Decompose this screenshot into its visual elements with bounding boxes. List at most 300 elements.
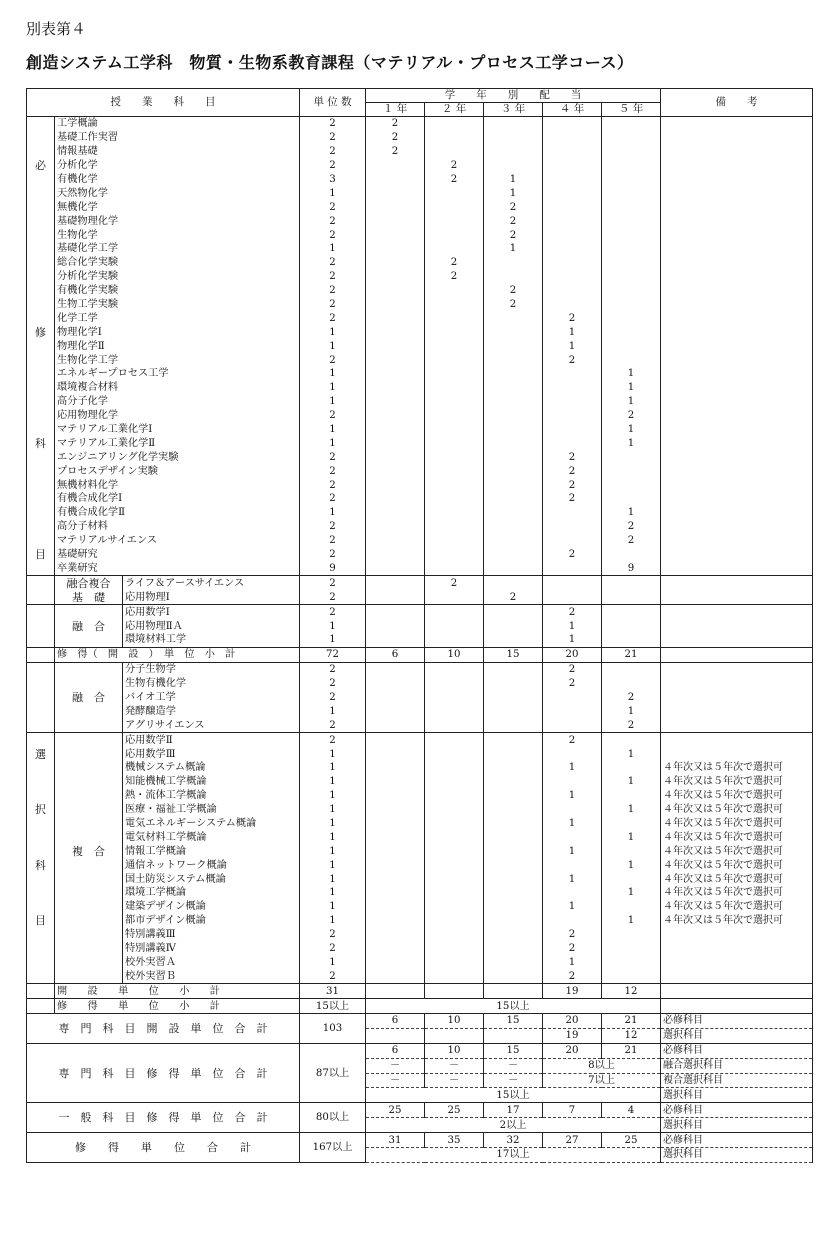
year-2-units xyxy=(425,955,484,969)
subject-note xyxy=(661,395,813,409)
required-subtotal-label: 修 得（ 開 設 ） 単 位 小 計 xyxy=(55,647,300,662)
year-3-units xyxy=(484,145,543,159)
year-5-units xyxy=(602,789,661,803)
subject-units: 2 xyxy=(300,733,366,747)
subject-note xyxy=(661,339,813,353)
subject-name: 生物有機化学 xyxy=(123,677,300,691)
elective-fusion-label: 融 合 xyxy=(55,691,123,705)
elective-category-cell xyxy=(27,984,55,999)
general_acquire-row2_span: 2以上 xyxy=(366,1118,661,1133)
year-2-units xyxy=(425,718,484,732)
composite-label xyxy=(55,900,123,914)
general_acquire-row xyxy=(27,1103,813,1118)
year-1-units xyxy=(366,186,425,200)
subject-units: 2 xyxy=(300,464,366,478)
subject-note xyxy=(661,492,813,506)
composite-label xyxy=(55,761,123,775)
year-2-units xyxy=(425,228,484,242)
subject-units: 1 xyxy=(300,242,366,256)
year-4-units xyxy=(543,747,602,761)
subtotal-year-1: 6 xyxy=(366,647,425,662)
required-category-cell xyxy=(27,256,55,270)
composite-label xyxy=(55,830,123,844)
year-3-units xyxy=(484,662,543,676)
subject-note xyxy=(661,284,813,298)
year-5-units xyxy=(602,311,661,325)
year-3-units: 1 xyxy=(484,242,543,256)
year-3-units xyxy=(484,270,543,284)
elective-category-cell xyxy=(27,677,55,691)
year-3-units: 2 xyxy=(484,298,543,312)
subject-row xyxy=(27,117,813,131)
specialty_acquire-row1-year-3: 15 xyxy=(484,1043,543,1058)
year-1-units xyxy=(366,619,425,633)
year-1-units xyxy=(366,325,425,339)
year-4-units: 1 xyxy=(543,872,602,886)
specialty_open-row1-year-2: 10 xyxy=(425,1014,484,1029)
subject-name: 応用数学Ⅰ xyxy=(123,605,300,619)
subject-row xyxy=(27,131,813,145)
year-5-units: 2 xyxy=(602,534,661,548)
subject-note: ４年次又は５年次で選択可 xyxy=(661,761,813,775)
year-3-units xyxy=(484,548,543,562)
year-3-units xyxy=(484,633,543,647)
year-4-units: 2 xyxy=(543,492,602,506)
subject-units: 2 xyxy=(300,270,366,284)
year-2-units xyxy=(425,942,484,956)
year-2-units xyxy=(425,492,484,506)
subject-units: 1 xyxy=(300,381,366,395)
composite-label xyxy=(55,955,123,969)
subject-note: ４年次又は５年次で選択可 xyxy=(661,858,813,872)
subject-units: 1 xyxy=(300,436,366,450)
year-4-units xyxy=(543,395,602,409)
year-4-units xyxy=(543,284,602,298)
subject-units: 1 xyxy=(300,900,366,914)
subject-name: 無機化学 xyxy=(55,200,300,214)
composite-label xyxy=(55,858,123,872)
year-5-units: 1 xyxy=(602,747,661,761)
specialty_acquire-note: 必修科目 xyxy=(661,1043,813,1058)
year-2-units xyxy=(425,548,484,562)
subject-units: 2 xyxy=(300,662,366,676)
year-5-units xyxy=(602,844,661,858)
subject-row xyxy=(27,159,813,173)
required-category-cell xyxy=(27,423,55,437)
composite-label xyxy=(55,775,123,789)
year-4-units: 2 xyxy=(543,677,602,691)
year-2-units: 2 xyxy=(425,270,484,284)
year-4-units xyxy=(543,914,602,928)
subject-row xyxy=(27,450,813,464)
required-category-cell xyxy=(27,214,55,228)
subject-name: 応用数学Ⅱ xyxy=(123,733,300,747)
subject-row xyxy=(27,298,813,312)
year-1-units xyxy=(366,803,425,817)
subject-name: 有機合成化学Ⅱ xyxy=(55,506,300,520)
year-2-units xyxy=(425,817,484,831)
year-5-units xyxy=(602,242,661,256)
subject-note xyxy=(661,186,813,200)
required-category-cell xyxy=(27,478,55,492)
subject-units: 1 xyxy=(300,789,366,803)
subject-row xyxy=(27,775,813,789)
year-2-units xyxy=(425,464,484,478)
header-year-1: １ 年 xyxy=(366,103,425,117)
year-5-units: 2 xyxy=(602,409,661,423)
year-1-units xyxy=(366,872,425,886)
open-year-2 xyxy=(425,984,484,999)
required-category-cell xyxy=(27,270,55,284)
year-5-units: 1 xyxy=(602,830,661,844)
subject-row xyxy=(27,969,813,983)
subject-name: 応用数学Ⅲ xyxy=(123,747,300,761)
subject-row xyxy=(27,506,813,520)
subject-note xyxy=(661,450,813,464)
subject-name: エンジニアリング化学実験 xyxy=(55,450,300,464)
specialty_acquire-units: 87以上 xyxy=(300,1043,366,1103)
header-grade-group: 学 年 別 配 当 xyxy=(366,89,661,103)
subject-units: 2 xyxy=(300,214,366,228)
subject-units: 2 xyxy=(300,200,366,214)
document-reference: 別表第４ xyxy=(26,20,87,38)
year-3-units xyxy=(484,131,543,145)
specialty_open-row1-year-5: 21 xyxy=(602,1014,661,1029)
specialty_acquire-note: 複合選択科目 xyxy=(661,1073,813,1088)
year-1-units: 2 xyxy=(366,117,425,131)
subject-units: 2 xyxy=(300,159,366,173)
subject-row xyxy=(27,691,813,705)
subject-row xyxy=(27,423,813,437)
elective-category-cell xyxy=(27,872,55,886)
year-3-units xyxy=(484,733,543,747)
year-1-units xyxy=(366,200,425,214)
year-1-units xyxy=(366,534,425,548)
required-category-cell xyxy=(27,605,55,619)
elective-category-cell xyxy=(27,928,55,942)
elective-category-cell xyxy=(27,955,55,969)
composite-label xyxy=(55,886,123,900)
subject-note xyxy=(661,955,813,969)
year-5-units xyxy=(602,817,661,831)
year-5-units xyxy=(602,969,661,983)
subject-note xyxy=(661,691,813,705)
year-3-units xyxy=(484,900,543,914)
subject-name: 電気材料工学概論 xyxy=(123,830,300,844)
composite-label xyxy=(55,942,123,956)
year-2-units xyxy=(425,436,484,450)
subject-units: 1 xyxy=(300,367,366,381)
year-4-units xyxy=(543,381,602,395)
open-year-4: 19 xyxy=(543,984,602,999)
subject-units: 2 xyxy=(300,256,366,270)
subject-row xyxy=(27,576,813,590)
year-4-units xyxy=(543,173,602,187)
year-4-units xyxy=(543,145,602,159)
subject-units: 2 xyxy=(300,928,366,942)
subject-row xyxy=(27,270,813,284)
subject-note xyxy=(661,173,813,187)
year-3-units xyxy=(484,534,543,548)
subject-row xyxy=(27,858,813,872)
year-5-units xyxy=(602,339,661,353)
year-2-units xyxy=(425,969,484,983)
year-1-units xyxy=(366,492,425,506)
subject-name: 応用物理ⅡＡ xyxy=(123,619,300,633)
year-5-units xyxy=(602,464,661,478)
open-year-3 xyxy=(484,984,543,999)
year-3-units xyxy=(484,423,543,437)
subject-note xyxy=(661,464,813,478)
subject-name: アグリサイエンス xyxy=(123,718,300,732)
subject-note xyxy=(661,242,813,256)
subject-row xyxy=(27,534,813,548)
fusion-label xyxy=(55,605,123,619)
year-4-units xyxy=(543,423,602,437)
required-category-cell xyxy=(27,520,55,534)
subject-row xyxy=(27,409,813,423)
subject-name: プロセスデザイン実験 xyxy=(55,464,300,478)
year-5-units: 1 xyxy=(602,423,661,437)
year-1-units xyxy=(366,704,425,718)
year-3-units xyxy=(484,817,543,831)
year-2-units xyxy=(425,830,484,844)
subject-note xyxy=(661,928,813,942)
subject-note xyxy=(661,131,813,145)
subject-note xyxy=(661,214,813,228)
year-3-units xyxy=(484,718,543,732)
subject-note: ４年次又は５年次で選択可 xyxy=(661,914,813,928)
subject-row xyxy=(27,464,813,478)
subject-units: 2 xyxy=(300,478,366,492)
subject-row xyxy=(27,955,813,969)
year-1-units xyxy=(366,409,425,423)
year-3-units xyxy=(484,325,543,339)
specialty_acquire-row4_span: 15以上 xyxy=(366,1088,661,1103)
year-1-units xyxy=(366,339,425,353)
year-5-units: 1 xyxy=(602,914,661,928)
elective-category-cell xyxy=(27,775,55,789)
year-3-units xyxy=(484,395,543,409)
year-4-units xyxy=(543,117,602,131)
grand-row2_span: 17以上 xyxy=(366,1148,661,1163)
year-1-units xyxy=(366,733,425,747)
elective-acquire-subtotal-units: 15以上 xyxy=(300,999,366,1014)
year-5-units xyxy=(602,733,661,747)
general_acquire-row1-year-2: 25 xyxy=(425,1103,484,1118)
year-4-units: 2 xyxy=(543,662,602,676)
elective-category-cell xyxy=(27,817,55,831)
subject-units: 1 xyxy=(300,423,366,437)
subject-row xyxy=(27,200,813,214)
year-1-units xyxy=(366,159,425,173)
year-3-units xyxy=(484,506,543,520)
year-5-units xyxy=(602,131,661,145)
subject-row xyxy=(27,942,813,956)
year-1-units xyxy=(366,478,425,492)
specialty_acquire-note: 融合選択科目 xyxy=(661,1058,813,1073)
subject-units: 2 xyxy=(300,117,366,131)
elective-acquire-span: 15以上 xyxy=(366,999,661,1014)
year-5-units xyxy=(602,214,661,228)
year-2-units xyxy=(425,520,484,534)
open-year-1 xyxy=(366,984,425,999)
year-1-units xyxy=(366,914,425,928)
composite-label xyxy=(55,733,123,747)
year-4-units xyxy=(543,228,602,242)
year-2-units xyxy=(425,562,484,576)
subject-name: 校外実習Ａ xyxy=(123,955,300,969)
year-4-units xyxy=(543,520,602,534)
subject-name: 有機合成化学Ⅰ xyxy=(55,492,300,506)
year-5-units xyxy=(602,761,661,775)
subject-note xyxy=(661,145,813,159)
year-4-units xyxy=(543,214,602,228)
subject-units: 2 xyxy=(300,691,366,705)
year-1-units xyxy=(366,353,425,367)
year-5-units: 1 xyxy=(602,395,661,409)
year-4-units: 1 xyxy=(543,325,602,339)
subject-name: マテリアルサイエンス xyxy=(55,534,300,548)
year-2-units xyxy=(425,633,484,647)
subject-row xyxy=(27,830,813,844)
subject-units: 1 xyxy=(300,633,366,647)
subject-units: 2 xyxy=(300,284,366,298)
year-3-units: 1 xyxy=(484,186,543,200)
elective-category-cell xyxy=(27,999,55,1014)
composite-label xyxy=(55,817,123,831)
subject-name: 都市デザイン概論 xyxy=(123,914,300,928)
general_acquire-row1-year-3: 17 xyxy=(484,1103,543,1118)
header-year-2: ２ 年 xyxy=(425,103,484,117)
year-1-units xyxy=(366,718,425,732)
year-4-units xyxy=(543,858,602,872)
year-5-units xyxy=(602,590,661,604)
subject-row xyxy=(27,605,813,619)
required-category-cell: 目 xyxy=(27,548,55,562)
subject-name: 応用物理化学 xyxy=(55,409,300,423)
year-4-units xyxy=(543,409,602,423)
year-4-units: 2 xyxy=(543,478,602,492)
subject-name: 電気エネルギーシステム概論 xyxy=(123,817,300,831)
specialty_acquire-row3-year-3: － xyxy=(484,1073,543,1088)
elective-category-cell xyxy=(27,789,55,803)
subject-row xyxy=(27,633,813,647)
subject-name: 高分子化学 xyxy=(55,395,300,409)
fusion-basic-label: 基 礎 xyxy=(55,590,123,604)
year-2-units xyxy=(425,131,484,145)
subject-note: ４年次又は５年次で選択可 xyxy=(661,872,813,886)
year-1-units xyxy=(366,817,425,831)
header-row xyxy=(27,89,813,103)
year-3-units xyxy=(484,492,543,506)
subject-units: 1 xyxy=(300,872,366,886)
year-5-units xyxy=(602,619,661,633)
elective-category-cell xyxy=(27,900,55,914)
year-3-units xyxy=(484,677,543,691)
general_acquire-label: 一 般 科 目 修 得 単 位 合 計 xyxy=(27,1103,300,1133)
year-2-units xyxy=(425,117,484,131)
subject-row xyxy=(27,214,813,228)
subject-row xyxy=(27,367,813,381)
specialty_acquire-row2-year-2: － xyxy=(425,1058,484,1073)
specialty_open-row2-year-4: 19 xyxy=(543,1028,602,1043)
year-2-units xyxy=(425,858,484,872)
year-5-units xyxy=(602,353,661,367)
year-5-units: 1 xyxy=(602,436,661,450)
required-category-cell xyxy=(27,395,55,409)
year-3-units xyxy=(484,955,543,969)
year-5-units: 1 xyxy=(602,886,661,900)
year-4-units xyxy=(543,131,602,145)
subject-units: 2 xyxy=(300,718,366,732)
elective-fusion-label xyxy=(55,718,123,732)
specialty_acquire-row2-year-1: － xyxy=(366,1058,425,1073)
year-3-units xyxy=(484,830,543,844)
year-2-units xyxy=(425,186,484,200)
required-category-cell xyxy=(27,492,55,506)
subject-row xyxy=(27,817,813,831)
subject-name: 物理化学Ⅰ xyxy=(55,325,300,339)
year-1-units xyxy=(366,520,425,534)
year-3-units xyxy=(484,353,543,367)
required-subtotal-units: 72 xyxy=(300,647,366,662)
year-1-units xyxy=(366,242,425,256)
year-4-units: 2 xyxy=(543,464,602,478)
subject-units: 1 xyxy=(300,339,366,353)
subject-units: 1 xyxy=(300,186,366,200)
subject-note: ４年次又は５年次で選択可 xyxy=(661,886,813,900)
year-5-units: 1 xyxy=(602,704,661,718)
year-1-units xyxy=(366,900,425,914)
grand-row1-year-5: 25 xyxy=(602,1133,661,1148)
year-5-units xyxy=(602,633,661,647)
composite-label xyxy=(55,969,123,983)
composite-label: 複 合 xyxy=(55,844,123,858)
year-1-units xyxy=(366,747,425,761)
subject-name: 応用物理Ⅰ xyxy=(123,590,300,604)
subject-note xyxy=(661,969,813,983)
year-2-units xyxy=(425,145,484,159)
subject-row xyxy=(27,353,813,367)
subject-name: ライフ＆アースサイエンス xyxy=(123,576,300,590)
specialty_open-row2-year-3 xyxy=(484,1028,543,1043)
subject-units: 2 xyxy=(300,311,366,325)
year-4-units: 2 xyxy=(543,942,602,956)
subject-units: 2 xyxy=(300,576,366,590)
year-2-units xyxy=(425,761,484,775)
required-category-cell xyxy=(27,298,55,312)
fusion-label xyxy=(55,633,123,647)
subject-name: 環境工学概論 xyxy=(123,886,300,900)
year-1-units xyxy=(366,506,425,520)
subject-note xyxy=(661,256,813,270)
year-1-units xyxy=(366,298,425,312)
year-3-units xyxy=(484,619,543,633)
year-1-units xyxy=(366,548,425,562)
subject-name: 基礎化学工学 xyxy=(55,242,300,256)
year-4-units: 1 xyxy=(543,633,602,647)
subject-row xyxy=(27,186,813,200)
year-3-units xyxy=(484,409,543,423)
year-2-units: 2 xyxy=(425,159,484,173)
subject-units: 2 xyxy=(300,353,366,367)
year-4-units: 1 xyxy=(543,619,602,633)
subject-row xyxy=(27,242,813,256)
subject-note xyxy=(661,367,813,381)
subject-note xyxy=(661,200,813,214)
subject-note xyxy=(661,633,813,647)
